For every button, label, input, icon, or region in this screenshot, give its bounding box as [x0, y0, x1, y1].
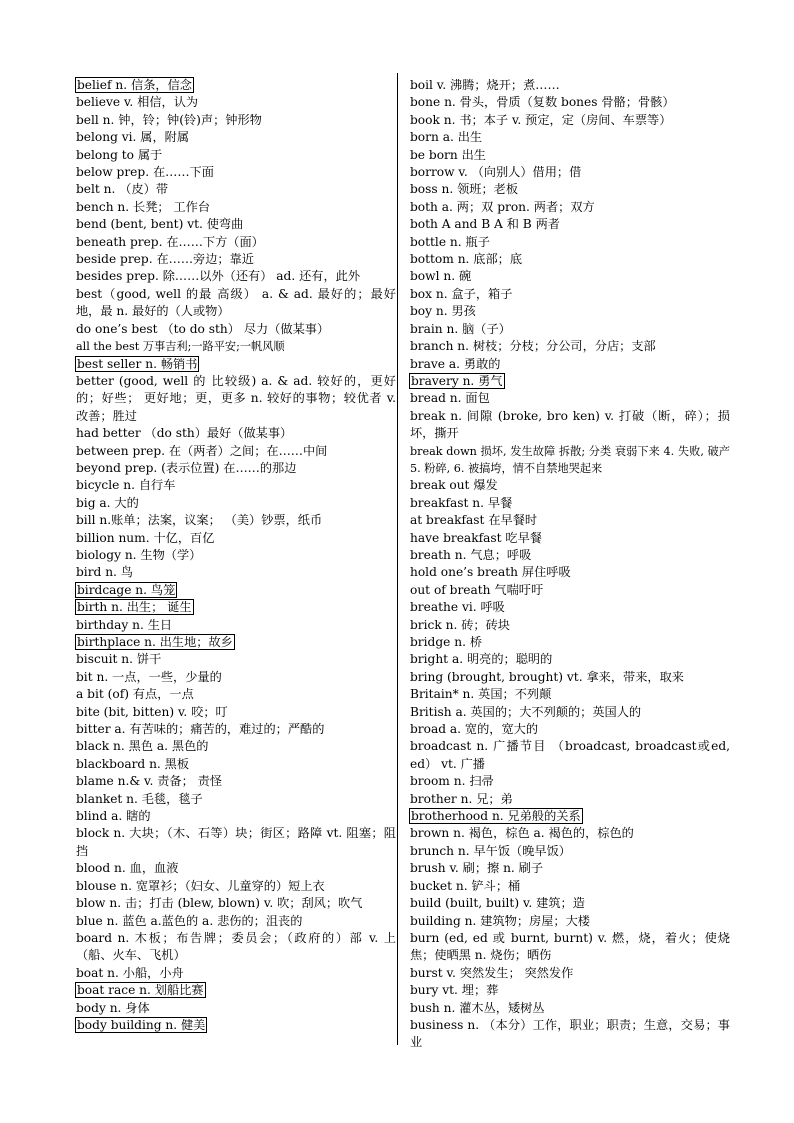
vocab-entry [410, 1017, 730, 1052]
vocab-entry [76, 913, 396, 930]
vocab-entry [76, 338, 396, 355]
entry-text: bell n. 钟，铃；钟(铃)声；钟形物 [76, 112, 262, 127]
vocab-entry [76, 721, 396, 738]
vocab-entry [410, 634, 730, 651]
entry-text: boat n. 小船，小舟 [76, 965, 184, 980]
vocab-entry [76, 756, 396, 773]
entry-text: borrow v. （向别人）借用；借 [410, 165, 582, 180]
vocab-entry [76, 1000, 396, 1017]
entry-text: blackboard n. 黑板 [76, 756, 190, 771]
vocab-entry [410, 408, 730, 443]
entry-text: out of breath 气喘吁吁 [410, 582, 544, 597]
entry-text: bottom n. 底部；底 [410, 252, 523, 267]
entry-text: black n. 黑色 a. 黑色的 [76, 739, 209, 754]
entry-text: breakfast n. 早餐 [410, 495, 513, 510]
entry-text: brick n. 砖；砖块 [410, 617, 510, 632]
entry-text: blanket n. 毛毯，毯子 [76, 791, 203, 806]
entry-text: best seller n. 畅销书 [77, 356, 198, 371]
entry-text: big a. 大的 [76, 495, 139, 510]
entry-text: both A and B A 和 B 两者 [410, 217, 560, 232]
vocab-entry [76, 443, 396, 460]
entry-text: bury vt. 埋；葬 [410, 983, 499, 998]
vocab-entry [410, 477, 730, 494]
entry-text: beyond prep. (表示位置) 在……的那边 [76, 460, 297, 475]
vocab-entry [410, 669, 730, 686]
entry-text: broom n. 扫帚 [410, 774, 494, 789]
vocab-entry [410, 268, 730, 285]
vocab-entry [410, 356, 730, 373]
vocab-entry [76, 460, 396, 477]
vocab-entry [410, 582, 730, 599]
right-column [410, 77, 730, 1052]
vocab-entry [410, 773, 730, 790]
vocab-entry [76, 512, 396, 529]
entry-text: break down 损坏, 发生故障 拆散; 分类 衰弱下来 4. 失败, 破产 5. 粉碎, 6. 被搞垮，情不自禁地哭起来 [410, 444, 730, 475]
vocab-entry [410, 895, 730, 912]
vocab-entry [76, 181, 396, 198]
vocab-entry [76, 617, 396, 634]
entry-text: bowl n. 碗 [410, 269, 472, 284]
vocab-entry [76, 477, 396, 494]
entry-text: at breakfast 在早餐时 [410, 513, 538, 528]
vocab-entry [410, 164, 730, 181]
entry-text: bright a. 明亮的；聪明的 [410, 652, 553, 667]
vocab-entry [76, 860, 396, 877]
entry-text: hold one’s breath 屏住呼吸 [410, 565, 571, 580]
entry-text: building n. 建筑物；房屋；大楼 [410, 913, 590, 928]
vocab-entry [410, 651, 730, 668]
vocab-entry [410, 930, 730, 965]
vocab-entry [410, 77, 730, 94]
entry-text: burn (ed, ed 或 burnt, burnt) v. 燃，烧，着火；使烧焦；使晒黑 n. 烧伤；晒伤 [410, 930, 730, 963]
entry-text: bitter a. 有苦味的；痛苦的，难过的；严酷的 [76, 722, 325, 737]
entry-text: bravery n. 勇气 [411, 373, 503, 388]
entry-text: breath n. 气息；呼吸 [410, 547, 532, 562]
entry-text: both a. 两；双 pron. 两者；双方 [410, 199, 595, 214]
vocab-entry [410, 251, 730, 268]
entry-text: bring (brought, brought) vt. 拿来，带来，取来 [410, 669, 684, 684]
entry-text: belong to 属于 [76, 147, 163, 162]
vocab-entry [410, 686, 730, 703]
vocab-entry-highlighted [410, 808, 730, 825]
vocab-entry [410, 721, 730, 738]
entry-text: bush n. 灌木丛，矮树丛 [410, 1000, 545, 1015]
entry-text: blow n. 击；打击 (blew, blown) v. 吹；刮风；吹气 [76, 896, 363, 911]
entry-text: bend (bent, bent) vt. 使弯曲 [76, 217, 244, 232]
entry-text: a bit (of) 有点，一点 [76, 687, 194, 702]
entry-text: block n. 大块；（木、石等）块；街区；路障 vt. 阻塞；阻挡 [76, 826, 396, 858]
vocab-entry [410, 338, 730, 355]
vocab-entry [410, 564, 730, 581]
vocab-entry [76, 251, 396, 268]
entry-text: board n. 木板；布告牌；委员会；（政府的）部 v. 上（船、火车、飞机） [76, 930, 396, 963]
entry-text: bill n.账单；法案，议案； （美）钞票，纸币 [76, 513, 323, 528]
vocab-entry [410, 913, 730, 930]
entry-text: billion num. 十亿，百亿 [76, 530, 215, 545]
vocab-entry [410, 878, 730, 895]
entry-text: body building n. 健美 [77, 1017, 206, 1032]
vocab-entry [76, 547, 396, 564]
vocab-entry [410, 599, 730, 616]
vocab-entry [410, 216, 730, 233]
entry-text: besides prep. 除……以外（还有） ad. 还有，此外 [76, 269, 361, 284]
entry-text: British a. 英国的；大不列颠的；英国人的 [410, 704, 642, 719]
vocab-entry-highlighted [76, 982, 396, 999]
entry-text: beneath prep. 在……下方（面） [76, 234, 264, 249]
vocab-entry [76, 164, 396, 181]
vocab-entry [76, 564, 396, 581]
vocab-entry [76, 530, 396, 547]
vocab-entry [76, 651, 396, 668]
entry-text: bird n. 鸟 [76, 565, 133, 580]
vocab-entry [410, 530, 730, 547]
entry-text: bread n. 面包 [410, 391, 490, 406]
vocab-entry-highlighted [76, 599, 396, 616]
vocab-entry [76, 878, 396, 895]
vocab-entry-highlighted [76, 582, 396, 599]
vocab-entry [410, 617, 730, 634]
vocab-entry [76, 738, 396, 755]
entry-text: brother n. 兄；弟 [410, 791, 513, 806]
vocab-entry [76, 704, 396, 721]
vocab-entry [76, 234, 396, 251]
entry-text: bench n. 长凳； 工作台 [76, 199, 211, 214]
vocab-entry [410, 94, 730, 111]
vocab-entry [410, 303, 730, 320]
entry-text: blood n. 血，血液 [76, 861, 179, 876]
vocab-entry [410, 129, 730, 146]
entry-text: bridge n. 桥 [410, 635, 483, 649]
vocab-entry [76, 94, 396, 111]
vocab-entry [76, 199, 396, 216]
entry-text: broadcast n. 广播节目 （broadcast, broadcast或ed, ed） vt. 广播 [410, 739, 730, 771]
vocab-entry [410, 791, 730, 808]
entry-text: belong vi. 属，附属 [76, 130, 190, 145]
entry-text: birthplace n. 出生地；故乡 [77, 635, 233, 649]
vocab-entry [410, 321, 730, 338]
entry-text: beside prep. 在……旁边；靠近 [76, 252, 254, 267]
vocab-entry [76, 773, 396, 790]
vocab-entry [76, 965, 396, 982]
vocab-entry [76, 669, 396, 686]
entry-text: business n. （本分）工作，职业；职责；生意，交易；事业 [410, 1017, 730, 1050]
entry-text: brotherhood n. 兄弟般的关系 [411, 809, 581, 824]
entry-text: box n. 盒子，箱子 [410, 286, 513, 301]
entry-text: be born 出生 [410, 147, 486, 162]
left-column [76, 77, 396, 1034]
entry-text: below prep. 在……下面 [76, 165, 214, 180]
vocab-entry-highlighted [76, 77, 396, 94]
vocab-entry [410, 181, 730, 198]
vocab-entry [76, 808, 396, 825]
entry-text: boy n. 男孩 [410, 304, 476, 319]
vocab-entry [410, 704, 730, 721]
entry-text: brave a. 勇敢的 [410, 356, 501, 371]
vocab-entry [410, 1000, 730, 1017]
vocab-entry [410, 547, 730, 564]
entry-text: all the best 万事吉利;一路平安;一帆风顺 [76, 340, 285, 354]
vocab-entry [76, 425, 396, 442]
entry-text: better (good, well 的 比较级) a. & ad. 较好的，更好的；好些； 更好地；更，更多 n. 较好的事物；较优者 v. 改善；胜过 [76, 373, 396, 423]
vocab-entry [410, 390, 730, 407]
entry-text: brain n. 脑（子） [410, 321, 511, 336]
vocab-entry [76, 825, 396, 860]
vocab-entry [76, 791, 396, 808]
entry-text: break n. 间隙 (broke, bro ken) v. 打破（断，碎）；损坏，撕开 [410, 408, 730, 441]
entry-text: belt n. （皮）带 [76, 182, 169, 197]
vocab-entry [76, 286, 396, 321]
vocab-entry [410, 738, 730, 773]
entry-text: break out 爆发 [410, 478, 498, 493]
entry-text: body n. 身体 [76, 1000, 150, 1015]
vocab-entry [76, 129, 396, 146]
entry-text: biology n. 生物（学） [76, 547, 202, 562]
entry-text: book n. 书；本子 v. 预定，定（房间、车票等） [410, 112, 672, 127]
vocab-entry [76, 373, 396, 425]
entry-text: birdcage n. 鸟笼 [77, 582, 176, 597]
entry-text: born a. 出生 [410, 130, 483, 145]
entry-text: biscuit n. 饼干 [76, 652, 162, 667]
entry-text: blouse n. 宽罩衫；（妇女、儿童穿的）短上衣 [76, 878, 325, 893]
vocab-entry [410, 147, 730, 164]
vocab-entry [410, 512, 730, 529]
entry-text: branch n. 树枝；分枝；分公司，分店；支部 [410, 339, 656, 354]
entry-text: birth n. 出生； 诞生 [77, 600, 192, 615]
entry-text: build (built, built) v. 建筑；造 [410, 896, 585, 911]
entry-text: bit n. 一点，一些，少量的 [76, 669, 222, 684]
vocab-entry [410, 965, 730, 982]
entry-text: do one’s best （to do sth） 尽力（做某事） [76, 321, 330, 336]
vocab-entry [410, 860, 730, 877]
entry-text: believe v. 相信，认为 [76, 95, 199, 110]
vocab-entry [410, 112, 730, 129]
vocab-entry [76, 321, 396, 338]
column-divider [397, 73, 398, 1045]
entry-text: brown n. 褐色，棕色 a. 褐色的，棕色的 [410, 826, 634, 841]
entry-text: bucket n. 铲斗；桶 [410, 878, 521, 893]
entry-text: bite (bit, bitten) v. 咬；叮 [76, 704, 228, 719]
entry-text: bottle n. 瓶子 [410, 234, 490, 249]
entry-text: Britain* n. 英国；不列颠 [410, 687, 552, 702]
vocab-entry [76, 930, 396, 965]
entry-text: belief n. 信条，信念 [77, 78, 192, 92]
entry-text: best（good, well 的最 高级） a. & ad. 最好的；最好地，最 n. 最好的（人或物） [76, 286, 396, 319]
entry-text: blind a. 瞎的 [76, 809, 151, 824]
vocab-entry-highlighted [76, 1017, 396, 1034]
vocab-entry [76, 216, 396, 233]
vocab-entry [76, 686, 396, 703]
entry-text: boil v. 沸腾；烧开；煮…… [410, 78, 560, 92]
vocab-entry-highlighted [410, 373, 730, 390]
vocab-entry [410, 825, 730, 842]
entry-text: have breakfast 吃早餐 [410, 530, 542, 545]
entry-text: blue n. 蓝色 a.蓝色的 a. 悲伤的；沮丧的 [76, 913, 303, 928]
entry-text: boat race n. 划船比赛 [77, 983, 204, 998]
entry-text: brunch n. 早午饭（晚早饭） [410, 843, 571, 858]
vocab-entry [76, 112, 396, 129]
vocab-entry [76, 895, 396, 912]
vocab-entry-highlighted [76, 634, 396, 651]
vocab-entry [76, 147, 396, 164]
entry-text: between prep. 在（两者）之间；在……中间 [76, 443, 328, 458]
entry-text: had better （do sth）最好（做某事） [76, 426, 293, 441]
entry-text: burst v. 突然发生； 突然发作 [410, 965, 574, 980]
entry-text: breathe vi. 呼吸 [410, 600, 505, 615]
vocab-entry [410, 199, 730, 216]
entry-text: boss n. 领班；老板 [410, 182, 519, 197]
entry-text: brush v. 刷；擦 n. 刷子 [410, 861, 544, 876]
entry-text: bicycle n. 自行车 [76, 478, 176, 493]
entry-text: blame n.& v. 责备； 责怪 [76, 774, 223, 789]
entry-text: birthday n. 生日 [76, 617, 173, 632]
vocab-entry [410, 843, 730, 860]
vocab-entry [76, 268, 396, 285]
vocab-entry [76, 495, 396, 512]
entry-text: broad a. 宽的，宽大的 [410, 722, 539, 737]
entry-text: bone n. 骨头，骨质（复数 bones 骨骼；骨骸） [410, 95, 675, 110]
vocab-entry [410, 234, 730, 251]
vocab-entry [410, 443, 730, 478]
vocab-entry [410, 286, 730, 303]
vocab-entry [410, 495, 730, 512]
vocab-entry-highlighted [76, 356, 396, 373]
vocab-entry [410, 982, 730, 999]
